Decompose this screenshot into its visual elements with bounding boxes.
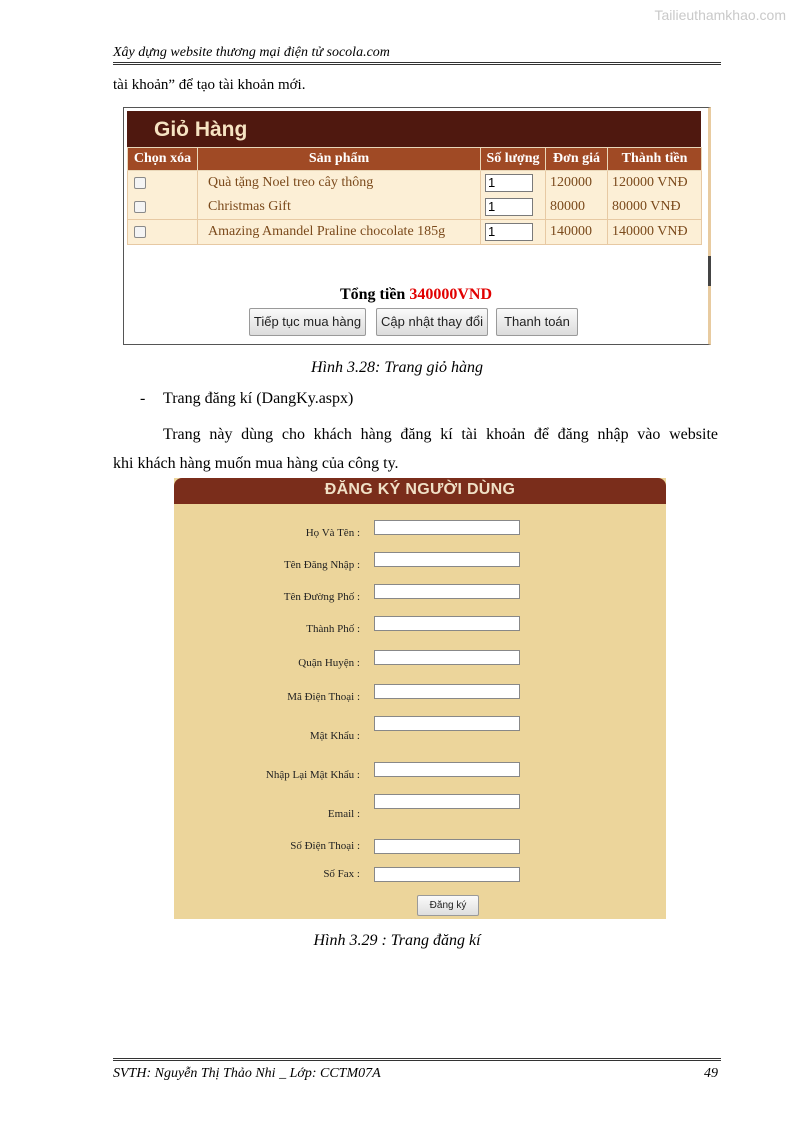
product-name: Christmas Gift [198, 195, 481, 220]
intro-text: tài khoản” để tạo tài khoản mới. [113, 77, 306, 93]
delete-checkbox[interactable] [134, 177, 146, 189]
quantity-input[interactable]: 1 [485, 198, 533, 216]
footer-author: SVTH: Nguyễn Thị Thảo Nhi _ Lớp: CCTM07A [113, 1066, 381, 1081]
continue-shopping-button[interactable]: Tiếp tục mua hàng [249, 308, 366, 336]
line-total: 140000 VNĐ [608, 220, 702, 245]
checkout-button[interactable]: Thanh toán [496, 308, 578, 336]
cart-total [124, 286, 708, 304]
product-name: Amazing Amandel Praline chocolate 185g [198, 220, 481, 245]
paragraph-line-2: khi khách hàng muốn mua hàng của công ty. [113, 455, 399, 472]
register-submit-button[interactable]: Đăng ký [417, 895, 479, 916]
cart-figure [123, 107, 711, 345]
running-header: Xây dựng website thương mại điện tử socola.com [113, 45, 390, 60]
header-rule [113, 62, 721, 65]
label-mat-khau: Mật Khẩu : [309, 730, 360, 742]
col-so-luong: Số lượng [481, 148, 546, 171]
bullet-dash: - [140, 390, 146, 407]
update-cart-button[interactable]: Cập nhật thay đổi [376, 308, 488, 336]
col-chon-xoa: Chọn xóa [128, 148, 198, 171]
page-number: 49 [704, 1066, 718, 1081]
quantity-input[interactable]: 1 [485, 174, 533, 192]
so-fax-input[interactable] [374, 867, 520, 882]
col-don-gia: Đơn giá [546, 148, 608, 171]
ten-dang-nhap-input[interactable] [374, 552, 520, 567]
email-input[interactable] [374, 794, 520, 809]
paragraph [113, 420, 718, 478]
cart-table [127, 147, 702, 245]
unit-price: 140000 [546, 220, 608, 245]
label-ten-dang-nhap: Tên Đăng Nhập : [283, 559, 360, 571]
table-row [128, 171, 702, 196]
scrollbar[interactable] [708, 256, 711, 286]
so-dien-thoai-input[interactable] [374, 839, 520, 854]
caption-figure-3-29: Hình 3.29 : Trang đăng kí [313, 932, 481, 949]
caption-figure-3-28: Hình 3.28: Trang giỏ hàng [310, 359, 483, 376]
unit-price: 120000 [546, 171, 608, 196]
quantity-input[interactable]: 1 [485, 223, 533, 241]
paragraph-line-1: Trang này dùng cho khách hàng đăng kí tài khoản để đăng nhập vào website [163, 426, 718, 443]
label-so-fax: Số Fax : [323, 868, 360, 880]
total-label: Tổng tiền [339, 286, 406, 303]
col-thanh-tien: Thành tiền [608, 148, 702, 171]
line-total: 120000 VNĐ [608, 171, 702, 196]
quan-huyen-input[interactable] [374, 650, 520, 665]
label-ma-dien-thoai: Mã Điện Thoại : [287, 691, 360, 703]
line-total: 80000 VNĐ [608, 195, 702, 220]
bullet-text: Trang đăng kí (DangKy.aspx) [163, 390, 354, 407]
cart-banner [127, 111, 701, 147]
label-quan-huyen: Quận Huyện : [298, 657, 360, 669]
label-thanh-pho: Thành Phố : [306, 623, 360, 635]
register-title: ĐĂNG KÝ NGƯỜI DÙNG [324, 481, 516, 498]
label-email: Email : [327, 808, 360, 820]
watermark: Tailieuthamkhao.com [654, 7, 786, 23]
ten-duong-pho-input[interactable] [374, 584, 520, 599]
footer-rule [113, 1058, 721, 1061]
label-ten-duong-pho: Tên Đường Phố : [283, 591, 360, 603]
thanh-pho-input[interactable] [374, 616, 520, 631]
delete-checkbox[interactable] [134, 226, 146, 238]
table-row [128, 195, 702, 220]
label-nhap-lai-mat-khau: Nhập Lại Mật Khẩu : [265, 769, 360, 781]
cart-header-row [128, 148, 702, 171]
delete-checkbox[interactable] [134, 201, 146, 213]
ho-ten-input[interactable] [374, 520, 520, 535]
total-value: 340000VND [409, 286, 492, 303]
col-san-pham: Sản phẩm [198, 148, 481, 171]
label-so-dien-thoai: Số Điện Thoại : [290, 840, 360, 852]
unit-price: 80000 [546, 195, 608, 220]
register-header [174, 478, 666, 504]
nhap-lai-mat-khau-input[interactable] [374, 762, 520, 777]
product-name: Quà tặng Noel treo cây thông [198, 171, 481, 196]
cart-title: Giỏ Hàng [154, 118, 248, 141]
register-figure [174, 478, 666, 919]
label-ho-ten: Họ Và Tên : [305, 527, 360, 539]
mat-khau-input[interactable] [374, 716, 520, 731]
table-row [128, 220, 702, 245]
ma-dien-thoai-input[interactable] [374, 684, 520, 699]
